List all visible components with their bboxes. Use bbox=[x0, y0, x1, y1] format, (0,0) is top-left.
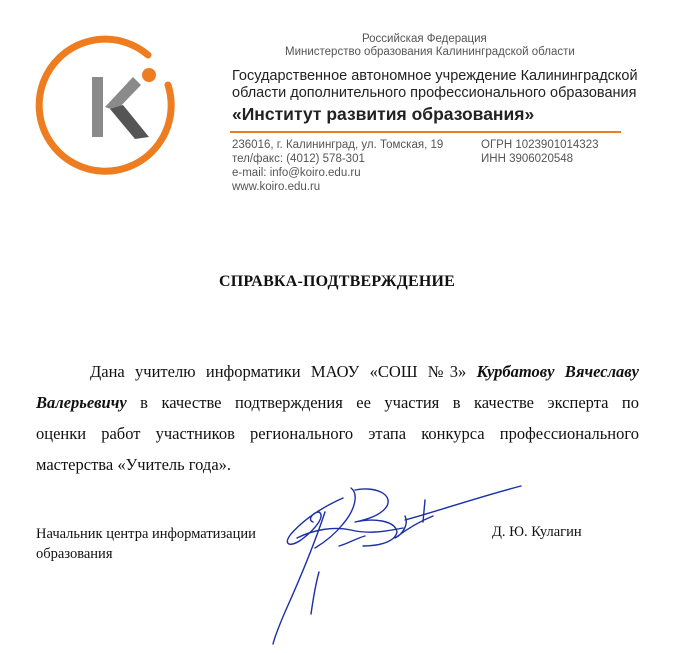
position-line-2: образования bbox=[36, 546, 113, 562]
federation-text: Российская Федерация bbox=[362, 33, 487, 45]
ministry-text: Министерство образования Калининградской области bbox=[285, 46, 575, 58]
address-text: 236016, г. Калининград, ул. Томская, 19 bbox=[232, 139, 444, 151]
koiro-logo-icon bbox=[30, 33, 180, 183]
position-line-1: Начальник центра информатизации bbox=[36, 526, 256, 542]
organization-description bbox=[232, 68, 638, 102]
body-line-3: оценки работ участников регионального этапа конкурса профессионального bbox=[36, 424, 639, 443]
contacts-right bbox=[481, 138, 599, 166]
phone-text: тел/факс: (4012) 578-301 bbox=[232, 153, 365, 165]
body-line-2-text: в качестве подтверждения ее участия в качестве эксперта по bbox=[126, 393, 639, 412]
org-line-1: Государственное автономное учреждение Калининградской bbox=[232, 68, 638, 84]
body-line-4: мастерства «Учитель года». bbox=[36, 455, 232, 474]
email-link[interactable]: e-mail: info@koiro.edu.ru bbox=[232, 167, 361, 179]
body-line-1 bbox=[36, 356, 639, 387]
recipient-name-part2: Валерьевичу bbox=[36, 393, 127, 412]
handwritten-signature bbox=[255, 476, 545, 648]
ogrn-text: ОГРН 1023901014323 bbox=[481, 139, 599, 151]
signatory-position bbox=[36, 524, 256, 564]
signatory-name: Д. Ю. Кулагин bbox=[492, 524, 582, 540]
header-divider bbox=[230, 131, 621, 133]
recipient-name-part1: Курбатову Вячеславу bbox=[476, 362, 639, 381]
contacts-left bbox=[232, 138, 443, 194]
body-line-2 bbox=[36, 387, 639, 418]
document-body bbox=[36, 356, 639, 480]
website-link[interactable]: www.koiro.edu.ru bbox=[232, 181, 321, 193]
organization-name: «Институт развития образования» bbox=[232, 104, 535, 124]
body-intro: Дана учителю информатики МАОУ «СОШ №3» bbox=[90, 362, 477, 381]
inn-text: ИНН 3906020548 bbox=[481, 153, 574, 165]
document-title: СПРАВКА-ПОДТВЕРЖДЕНИЕ bbox=[218, 273, 456, 290]
org-line-2: области дополнительного профессионального образования bbox=[232, 85, 637, 101]
